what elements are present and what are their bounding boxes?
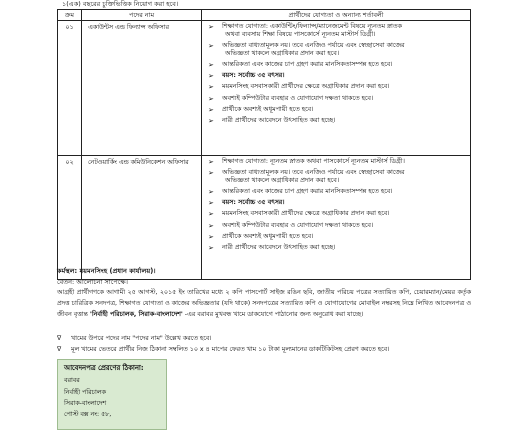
list-item: ➢ অভিজ্ঞতা বাধ্যতামূলক নয়। তবে এনজিও পর্যায়ে এবং স্বেচ্ছাসেবা কাজের অভিজ্ঞতা থাকলে অগ্রাধিকার প্রদান করা হবে।: [208, 42, 405, 57]
job-table: [57, 9, 471, 280]
intro-line: ১(এক) বছরের চুক্তিভিত্তিক নিয়োগ করা হবে।: [62, 0, 179, 8]
arrow-check-icon: ➢: [208, 116, 214, 125]
triangle-down-icon: ∇: [57, 345, 62, 353]
address-line: বরাবর: [64, 377, 80, 385]
arrow-check-icon: ➢: [208, 199, 214, 208]
arrow-check-icon: ➢: [208, 243, 214, 252]
address-line: সিরাক-বাংলাদেশ: [64, 399, 107, 407]
requirements-list: [208, 158, 464, 252]
arrow-check-icon: ➢: [208, 210, 214, 219]
row-serial: ০২: [58, 156, 82, 280]
list-item: ➢ বয়স: সর্বোচ্চ ৩৫ বৎসর।: [208, 72, 285, 81]
list-item: ➢ অবশ্যই কম্পিউটার ব্যবহার ও যোগাযোগ দক্ষতা থাকতে হবে।: [208, 94, 374, 103]
list-item: ➢ শিক্ষাগত যোগ্যতা: ন্যূনতম স্নাতক অথবা পাসকোর্সে ন্যূনতম মাস্টার্স ডিগ্রী।: [208, 158, 405, 166]
row-serial: ০১: [58, 21, 82, 156]
list-item: ➢ শিক্ষাগত যোগ্যতা: একাউন্টিং/ফিন্যান্স/ম্যানেজমেন্ট বিষয়ে ন্যূনতম স্নাতক অথবা ব্যবসায় শিক্ষা বিষয়ে পাসকোর্সে ন্যূনতম মাস্টার্স ডিগ্রী।: [208, 23, 402, 38]
arrow-check-icon: ➢: [208, 188, 214, 197]
list-item: ∇ খামের উপরে পদের নাম "পদের নাম" উল্লেখ করতে হবে।: [57, 335, 212, 342]
requirements-list: [208, 23, 464, 125]
address-box: [57, 359, 167, 430]
arrow-check-icon: ➢: [208, 158, 214, 166]
row-requirements: [202, 21, 471, 156]
address-line: নির্বাহী পরিচালক: [64, 388, 106, 396]
arrow-check-icon: ➢: [208, 72, 214, 81]
list-item: ➢ অভিজ্ঞতা বাধ্যতামূলক নয়। তবে এনজিও পর্যায়ে এবং স্বেচ্ছাসেবা কাজের অভিজ্ঞতা থাকলে অগ্রাধিকার প্রদান করা হবে।: [208, 169, 405, 185]
list-item: ➢ আন্তরিকতা এবং কাজের চাপ গ্রহণ করার মানসিকতাসম্পন্ন হতে হবে।: [208, 188, 393, 197]
list-item: ➢ ময়মনসিংহ বসবাসকারী প্রার্থীদের ক্ষেত্রে অগ্রাধিকার প্রদান করা হবে।: [208, 210, 390, 219]
table-row: [58, 156, 471, 280]
salary-line: বেতন: আলোচনা সাপেক্ষে।: [57, 278, 128, 286]
list-item: ➢ নারী প্রার্থীদের আবেদনে উৎসাহিত করা হচ্ছে।: [208, 243, 336, 252]
table-header-row: [58, 10, 471, 21]
header-requirements: প্রার্থীদের যোগ্যতা ও অন্যান্য শর্তাবলী: [202, 10, 471, 21]
workplace-line: কর্মস্থল: ময়মনসিংহ (প্রধান কার্যালয়)।: [57, 267, 156, 275]
list-item: ➢ অবশ্যই কম্পিউটার ব্যবহার ও যোগাযোগ দক্ষতা থাকতে হবে।: [208, 221, 374, 230]
header-post: পদের নাম: [82, 10, 202, 21]
arrow-check-icon: ➢: [208, 94, 214, 103]
triangle-down-icon: ∇: [57, 335, 62, 342]
arrow-check-icon: ➢: [208, 83, 214, 92]
list-item: ➢ ময়মনসিংহ বসবাসকারী প্রার্থীদের ক্ষেত্রে অগ্রাধিকার প্রদান করা হবে।: [208, 83, 390, 92]
list-item: ➢ বয়স: সর্বোচ্চ ৩৫ বৎসর।: [208, 199, 285, 208]
arrow-check-icon: ➢: [208, 23, 214, 31]
address-title: আবেদনপত্র প্রেরণের ঠিকানা:: [64, 364, 144, 372]
row-requirements: [202, 156, 471, 280]
notes-list: [57, 335, 471, 357]
application-instructions: আগ্রহী প্রার্থীগণকে আগামী ২৫ আগস্ট, ২০১৫ ইং তারিখের মধ্যে ২ কপি পাসপোর্ট সাইজ রঙিন ছবি, জাতীয় পরিচয় পত্রের সত্যায়িত কপি, চেয়ারম্যান/মেয়র কর্তৃক প্রদত্ত চারিত্রিক সনদপত্র, শিক্ষাগত যোগ্যতা ও কাজের অভিজ্ঞতার (যদি থাকে) সনদপত্রের সত্যায়িত কপি ও যোগাযোগের মোবাইল নম্বরসহ নিম্নে লিখিত আবেদনপত্র ও জীবন বৃত্তান্ত 'নির্বাহী পরিচালক, সিরাক-বাংলাদেশ' -এর বরাবর মুখবন্ধ খামে ডাকযোগে পাঠানোর জন্য অনুরোধ করা যাচ্ছে।: [57, 289, 471, 318]
list-item: ➢ আন্তরিকতা এবং কাজের চাপ গ্রহণ করার মানসিকতাসম্পন্ন হতে হবে।: [208, 61, 393, 70]
row-post-name: একাউন্টস এন্ড ফিন্যান্স অফিসার: [82, 21, 202, 156]
arrow-check-icon: ➢: [208, 232, 214, 241]
list-item: ➢ প্রার্থীকে অবশ্যই অধূমপায়ী হতে হবে।: [208, 232, 314, 241]
list-item: ➢ নারী প্রার্থীদের আবেদনে উৎসাহিত করা হচ্ছে।: [208, 116, 336, 125]
arrow-check-icon: ➢: [208, 42, 214, 51]
table-row: [58, 21, 471, 156]
list-item: ➢ প্রার্থীকে অবশ্যই অধূমপায়ী হতে হবে।: [208, 105, 314, 114]
list-item: ∇ মূল খামের ভেতরে প্রার্থীর নিজ ঠিকানা সম্বলিত ১০ x ৪ মাপের ফেরত খাম ১০ টাকা মূল্যমানের ডাকটিকিটসহ প্রেরণ করতে হবে।: [57, 345, 390, 353]
row-post-name: নেটওয়ার্কিং এন্ড কমিউনিকেশন অফিসার: [82, 156, 202, 280]
header-serial: ক্রম: [58, 10, 82, 21]
arrow-check-icon: ➢: [208, 61, 214, 70]
arrow-check-icon: ➢: [208, 169, 214, 178]
recipient-emphasis: 'নির্বাহী পরিচালক, সিরাক-বাংলাদেশ': [89, 311, 183, 318]
arrow-check-icon: ➢: [208, 221, 214, 230]
address-line: পোস্ট বক্স নং: ৫৮,: [64, 410, 112, 418]
arrow-check-icon: ➢: [208, 105, 214, 114]
